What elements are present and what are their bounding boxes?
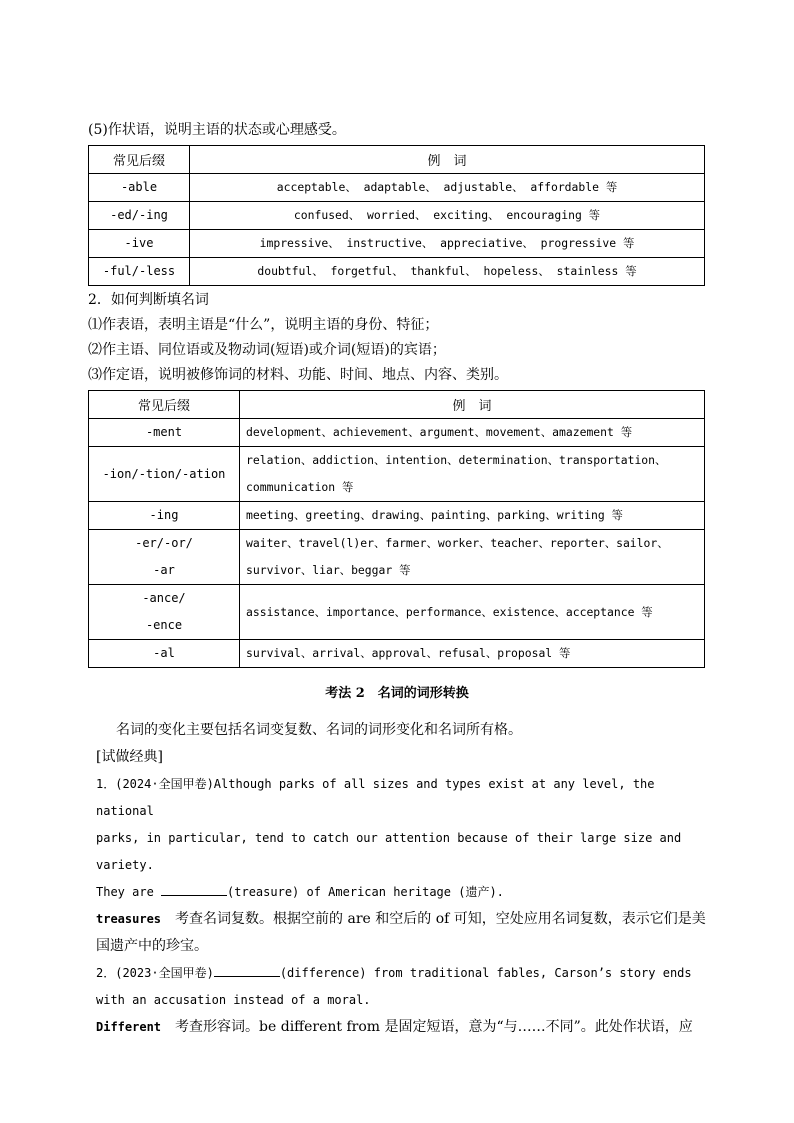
suffix-line: -ar	[153, 563, 175, 577]
suffix-cell: -ing	[89, 502, 240, 530]
suffix-cell: -al	[89, 640, 240, 668]
suffix-cell: -ive	[89, 230, 190, 258]
suffix-cell: -able	[89, 174, 190, 202]
examples-line: communication 等	[246, 480, 354, 494]
examples-cell	[240, 447, 705, 502]
answer-2-explanation: 考查形容词。be different from 是固定短语，意为“与……不同”。此处作状语，应	[161, 1019, 693, 1035]
table-row	[89, 585, 705, 640]
question-2	[96, 960, 706, 1041]
examples-cell: meeting、greeting、drawing、painting、parking、writing 等	[240, 502, 705, 530]
examples-line: waiter、travel(l)er、farmer、worker、teacher、reporter、sailor、	[246, 536, 669, 550]
table-row	[89, 640, 705, 668]
answer-blank[interactable]	[161, 883, 227, 896]
question-2-line	[96, 960, 706, 987]
answer-1-explanation-cont: 国遗产中的珍宝。	[96, 938, 208, 954]
suffix-cell: -ion/-tion/-ation	[89, 447, 240, 502]
suffix-line: -ance/	[142, 591, 186, 605]
question-1-text: (treasure) of American heritage (遗产).	[227, 885, 504, 899]
examples-line: relation、addiction、intention、determination、transportation、	[246, 453, 667, 467]
suffix-line: -ence	[145, 618, 183, 632]
table-row	[89, 419, 705, 447]
section2-title: 2．如何判断填名词	[88, 292, 209, 308]
section2-item-1: ⑴作表语，表明主语是“什么”，说明主语的身份、特征；	[88, 317, 439, 333]
answer-1-word: treasures	[96, 912, 162, 926]
suffix-cell: -ful/-less	[89, 258, 190, 286]
noun-suffix-table	[88, 390, 705, 668]
question-1-line: 1．(2024·全国甲卷)Although parks of all sizes and types exist at any level, the national	[96, 777, 655, 818]
section2-item-3: ⑶作定语，说明被修饰词的材料、功能、时间、地点、内容、类别。	[88, 367, 508, 383]
header-examples: 例 词	[240, 391, 705, 419]
examples-cell: doubtful、 forgetful、 thankful、 hopeless、 stainless 等	[190, 258, 705, 286]
header-suffix: 常见后缀	[89, 146, 190, 174]
table-row	[89, 530, 705, 585]
examples-cell: development、achievement、argument、movement、amazement 等	[240, 419, 705, 447]
section1-intro: (5)作状语，说明主语的状态或心理感受。	[88, 122, 346, 138]
suffix-cell: -ment	[89, 419, 240, 447]
examples-cell: acceptable、 adaptable、 adjustable、 affordable 等	[190, 174, 705, 202]
answer-1-explanation: 考查名词复数。根据空前的 are 和空后的 of 可知，空处应用名词复数，表示它们是美	[161, 911, 706, 927]
answer-2-word: Different	[96, 1020, 162, 1034]
answer-2	[96, 1014, 706, 1041]
examples-cell	[240, 530, 705, 585]
question-1-text: They are	[96, 885, 162, 899]
section2-item-2: ⑵作主语、同位语或及物动词(短语)或介词(短语)的宾语；	[88, 342, 446, 358]
question-2-text: 2．(2023·全国甲卷)	[96, 966, 214, 980]
table-row	[89, 174, 705, 202]
kaofa2-heading: 考法 2 名词的词形转换	[325, 686, 469, 701]
suffix-line: -er/-or/	[135, 536, 193, 550]
header-examples: 例 词	[190, 146, 705, 174]
examples-cell: confused、 worried、 exciting、 encouraging 等	[190, 202, 705, 230]
practice-label: [试做经典]	[96, 749, 163, 765]
adjective-suffix-table	[88, 145, 705, 286]
question-1-line	[96, 879, 706, 906]
table-row	[89, 258, 705, 286]
header-suffix: 常见后缀	[89, 391, 240, 419]
table-row	[89, 447, 705, 502]
suffix-cell	[89, 530, 240, 585]
table-row	[89, 202, 705, 230]
question-2-line: with an accusation instead of a moral.	[96, 993, 371, 1007]
document-page	[88, 118, 706, 1041]
suffix-cell: -ed/-ing	[89, 202, 190, 230]
table-header-row	[89, 146, 705, 174]
question-1	[96, 771, 706, 960]
kaofa2-intro: 名词的变化主要包括名词变复数、名词的词形变化和名词所有格。	[116, 722, 522, 738]
examples-cell: impressive、 instructive、 appreciative、 progressive 等	[190, 230, 705, 258]
table-header-row	[89, 391, 705, 419]
examples-cell: survival、arrival、approval、refusal、proposal 等	[240, 640, 705, 668]
suffix-cell	[89, 585, 240, 640]
examples-line: survivor、liar、beggar 等	[246, 563, 411, 577]
question-1-line: parks, in particular, tend to catch our attention because of their large size and variety.	[96, 831, 682, 872]
examples-cell: assistance、importance、performance、existence、acceptance 等	[240, 585, 705, 640]
question-2-text: (difference) from traditional fables, Carson’s story ends	[279, 966, 692, 980]
table-row	[89, 230, 705, 258]
answer-blank[interactable]	[214, 964, 280, 977]
answer-1	[96, 906, 706, 933]
table-row	[89, 502, 705, 530]
